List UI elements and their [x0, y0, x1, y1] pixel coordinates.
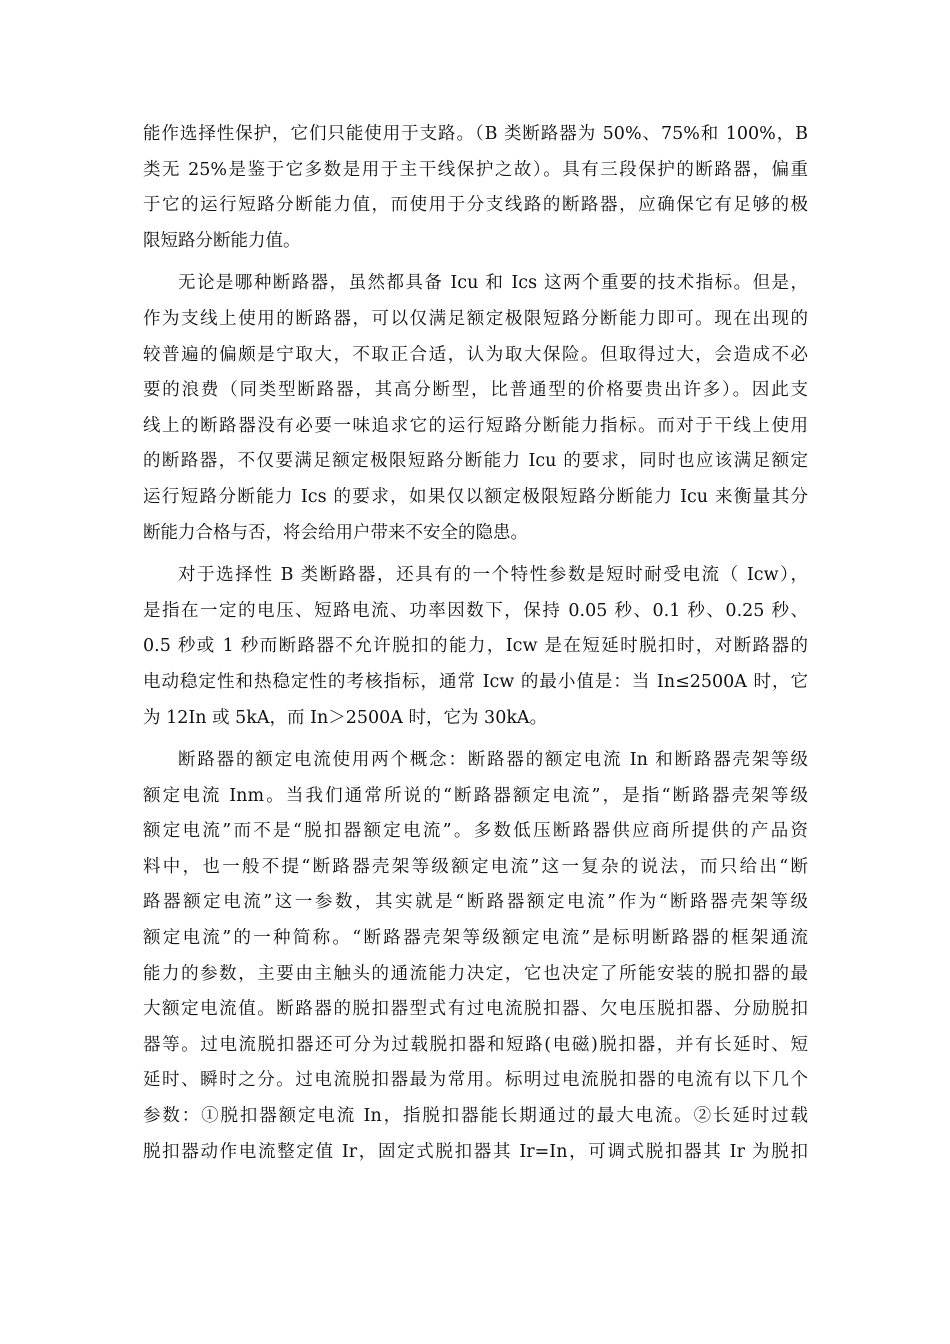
text-line: 作为支线上使用的断路器，可以仅满足额定极限短路分断能力即可。现在出现的 — [143, 308, 808, 329]
text-line: 对于选择性 B 类断路器，还具有的一个特性参数是短时耐受电流（ Icw）， — [178, 565, 808, 586]
text-line: 类无 25%是鉴于它多数是用于主干线保护之故）。具有三段保护的断路器，偏重 — [143, 159, 808, 180]
text-line: 料中，也一般不提“断路器壳架等级额定电流”这一复杂的说法，而只给出“断 — [143, 856, 808, 877]
text-line: 断能力合格与否，将会给用户带来不安全的隐患。 — [143, 522, 528, 543]
text-line: 大额定电流值。断路器的脱扣器型式有过电流脱扣器、欠电压脱扣器、分励脱扣 — [143, 999, 808, 1020]
text-line: 为 12In 或 5kA，而 In＞2500A 时，它为 30kA。 — [143, 707, 548, 728]
text-line: 较普遍的偏颇是宁取大，不取正合适，认为取大保险。但取得过大，会造成不必 — [143, 344, 808, 365]
text-line: 额定电流”的一种简称。“断路器壳架等级额定电流”是标明断路器的框架通流 — [143, 928, 808, 949]
paragraph-2 — [143, 266, 808, 551]
text-line: 能作选择性保护，它们只能使用于支路。（B 类断路器为 50%、75%和 100%，B — [143, 124, 808, 144]
text-line: 路器额定电流”这一参数，其实就是“断路器额定电流”作为“断路器壳架等级 — [143, 892, 808, 913]
text-line: 额定电流 Inm。当我们通常所说的“断路器额定电流”，是指“断路器壳架等级 — [143, 785, 808, 806]
text-line: 断路器的额定电流使用两个概念：断路器的额定电流 In 和断路器壳架等级 — [178, 750, 808, 771]
paragraph-3 — [143, 558, 808, 736]
text-line: 要的浪费（同类型断路器，其高分断型，比普通型的价格要贵出许多）。因此支 — [143, 380, 808, 401]
text-line: 额定电流”而不是“脱扣器额定电流”。多数低压断路器供应商所提供的产品资 — [143, 821, 808, 842]
text-line: 于它的运行短路分断能力值，而使用于分支线路的断路器，应确保它有足够的极 — [143, 195, 808, 216]
paragraph-1 — [143, 117, 808, 259]
paragraph-4 — [143, 743, 808, 1170]
text-line: 器等。过电流脱扣器还可分为过载脱扣器和短路(电磁)脱扣器，并有长延时、短 — [143, 1034, 808, 1055]
text-line: 是指在一定的电压、短路电流、功率因数下，保持 0.05 秒、0.1 秒、0.25 秒、 — [143, 600, 808, 621]
text-line: 脱扣器动作电流整定值 Ir，固定式脱扣器其 Ir=In，可调式脱扣器其 Ir 为脱扣 — [143, 1141, 808, 1162]
text-line: 参数：①脱扣器额定电流 In，指脱扣器能长期通过的最大电流。②长延时过载 — [143, 1106, 808, 1127]
text-line: 线上的断路器没有必要一味追求它的运行短路分断能力指标。而对于干线上使用 — [143, 415, 808, 436]
text-line: 限短路分断能力值。 — [143, 230, 301, 251]
text-line: 延时、瞬时之分。过电流脱扣器最为常用。标明过电流脱扣器的电流有以下几个 — [143, 1070, 808, 1091]
body-text — [143, 117, 808, 1177]
text-line: 运行短路分断能力 Ics 的要求，如果仅以额定极限短路分断能力 Icu 来衡量其分 — [143, 486, 808, 507]
text-line: 电动稳定性和热稳定性的考核指标，通常 Icw 的最小值是：当 In≤2500A 时，它 — [143, 671, 808, 692]
text-line: 能力的参数，主要由主触头的通流能力决定，它也决定了所能安装的脱扣器的最 — [143, 963, 808, 984]
text-line: 无论是哪种断路器，虽然都具备 Icu 和 Ics 这两个重要的技术指标。但是， — [178, 273, 808, 294]
text-line: 0.5 秒或 1 秒而断路器不允许脱扣的能力，Icw 是在短延时脱扣时，对断路器的 — [143, 636, 808, 657]
text-line: 的断路器，不仅要满足额定极限短路分断能力 Icu 的要求，同时也应该满足额定 — [143, 451, 808, 472]
